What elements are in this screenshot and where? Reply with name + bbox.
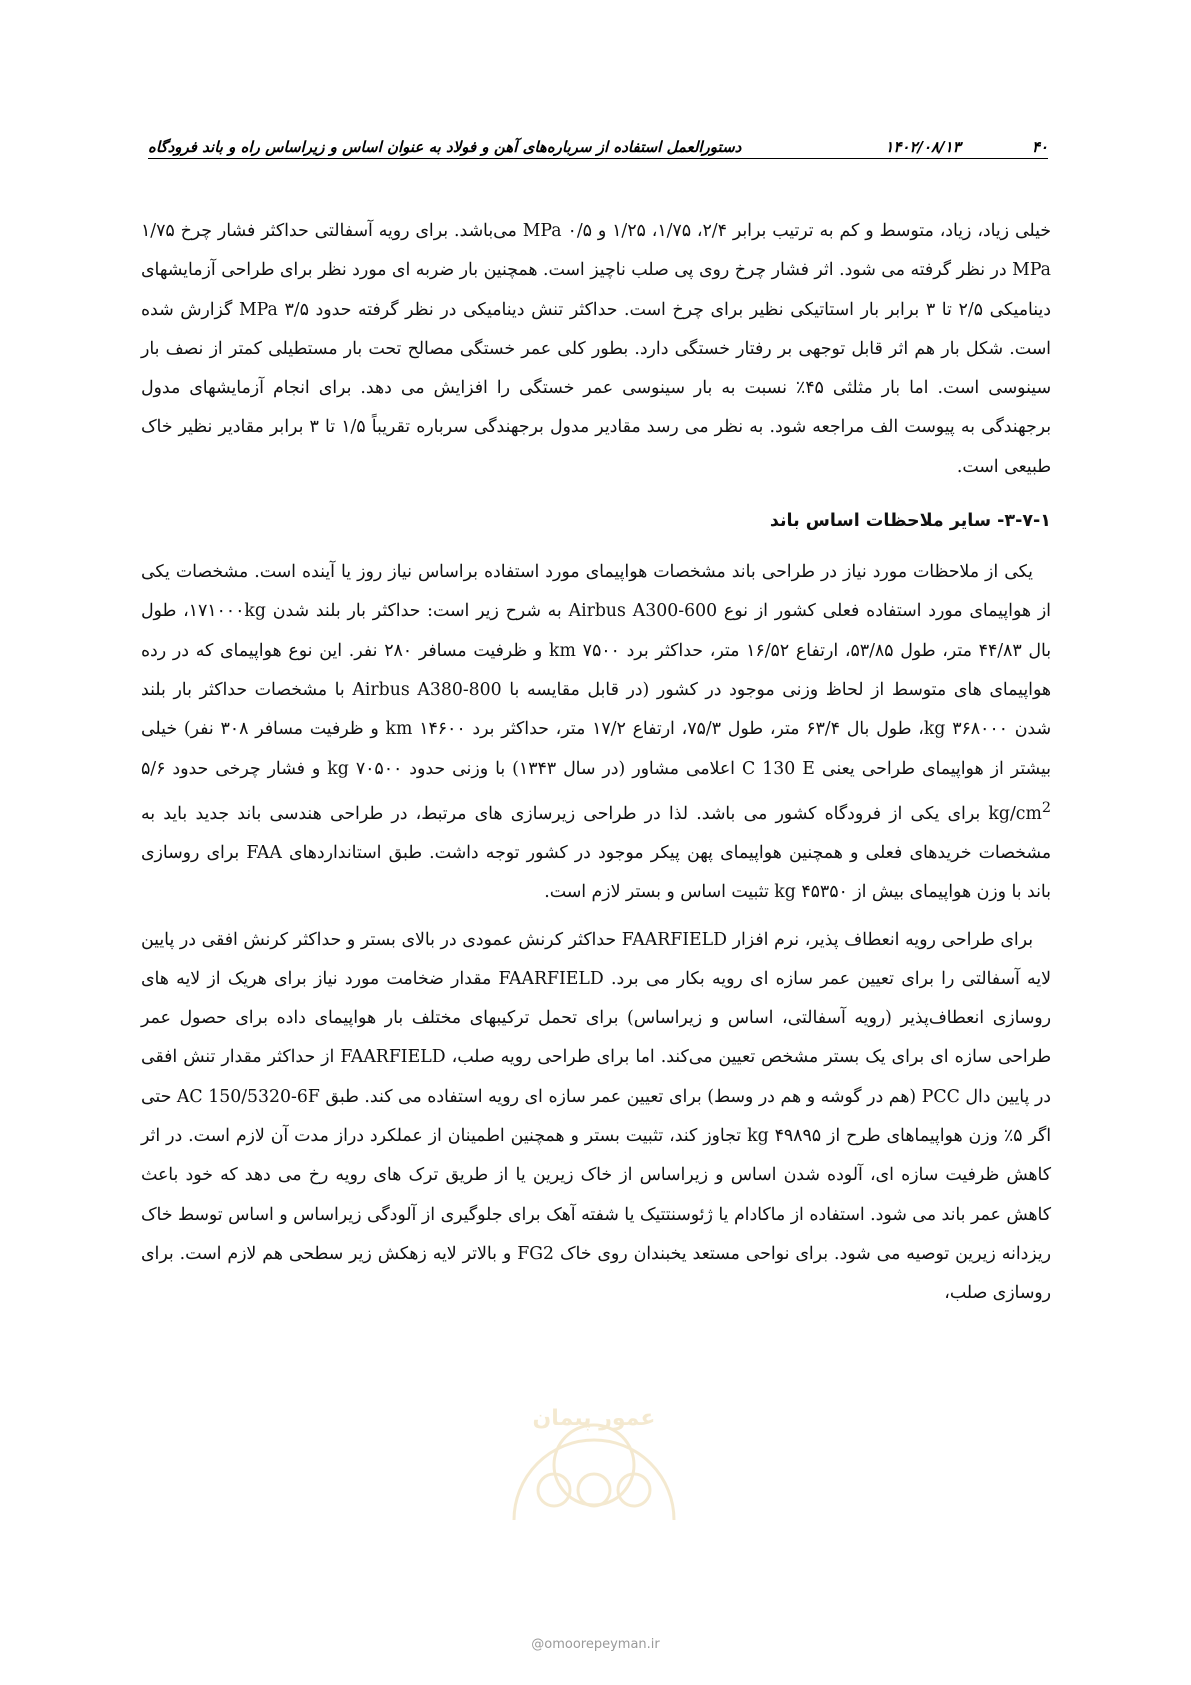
page-header (148, 128, 1048, 156)
watermark-logo (484, 1370, 704, 1540)
header-title: دستورالعمل استفاده از سرباره‌های آهن و فولاد به عنوان اساس و زیراساس راه و باند فرودگاه (148, 138, 742, 156)
header-date: ۱۴۰۲/۰۸/۱۳ (885, 138, 961, 156)
page-body (141, 212, 1051, 1313)
paragraph-2-part-a: یکی از ملاحظات مورد نیاز در طراحی باند مشخصات هواپیمای مورد استفاده براساس نیاز روز یا آینده است. مشخصات یکی از هواپیمای مورد استفاده فعلی کشور از نوع Airbus A300-600 به شرح زیر است: حداکثر بار بلند شدن ۱۷۱۰۰۰kg، طول بال ۴۴/۸۳ متر، طول ۵۳/۸۵، ارتفاع ۱۶/۵۲ متر، حداکثر برد ۷۵۰۰ km و ظرفیت مسافر ۲۸۰ نفر. این نوع هواپیمای که در رده هواپیمای های متوسط از لحاظ وزنی موجود در کشور (در قابل مقایسه با Airbus A380-800 با مشخصات حداکثر بار بلند شدن ۳۶۸۰۰۰ kg، طول بال ۶۳/۴ متر، طول ۷۵/۳، ارتفاع ۱۷/۲ متر، حداکثر برد ۱۴۶۰۰ km و ظرفیت مسافر ۳۰۸ نفر) خیلی بیشتر از هواپیمای طراحی یعنی C 130 E اعلامی مشاور (در سال ۱۳۴۳) با وزنی حدود ۷۰۵۰۰ kg و فشار چرخی حدود ۵/۶ kg/cm (141, 562, 1052, 824)
paragraph-2 (141, 553, 1051, 912)
watermark-right-badge (618, 1474, 650, 1506)
watermark-site: @omoorepeyman.ir (531, 1637, 660, 1652)
page-number: ۴۰ (1031, 138, 1048, 156)
superscript-2: 2 (1041, 799, 1051, 816)
watermark-logo-text: عمور پیمان (532, 1406, 656, 1431)
paragraph-3: برای طراحی رویه انعطاف پذیر، نرم افزار FAARFIELD حداکثر کرنش عمودی در بالای بستر و حداکثر کرنش افقی در پایین لایه آسفالتی را برای تعیین عمر سازه ای رویه بکار می برد. FAARFIELD مقدار ضخامت مورد نیاز برای هریک از لایه های روسازی انعطاف‌پذیر (رویه آسفالتی، اساس و زیراساس) برای تحمل ترکیبهای مختلف بار هواپیمای داده برای حصول عمر طراحی سازه ای برای یک بستر مشخص تعیین می‌کند. اما برای طراحی رویه صلب، FAARFIELD از حداکثر مقدار تنش افقی در پایین دال PCC (هم در گوشه و هم در وسط) برای تعیین عمر سازه ای رویه استفاده می کند. طبق AC 150/5320-6F حتی اگر ۵٪ وزن هواپیماهای طرح از ۴۹۸۹۵ kg تجاوز کند، تثبیت بستر و همچنین اطمینان از عملکرد دراز مدت آن لازم است. در اثر کاهش ظرفیت سازه ای، آلوده شدن اساس و زیراساس از خاک زیرین یا از طریق ترک های رویه رخ می دهد که خود باعث کاهش عمر باند می شود. استفاده از ماکادام یا ژئوسنتتیک یا شفته آهک برای جلوگیری از آلودگی زیراساس و اساس توسط خاک ریزدانه زیرین توصیه می شود. برای نواحی مستعد یخبندان روی خاک FG2 و بالاتر لایه زهکش زیر سطحی هم لازم است. برای روسازی صلب، (141, 929, 1052, 1304)
header-divider (148, 158, 1048, 159)
paragraph-1: خیلی زیاد، زیاد، متوسط و کم به ترتیب برابر ۲/۴، ۱/۷۵، ۱/۲۵ و ۰/۵ MPa می‌باشد. برای رویه آسفالتی حداکثر فشار چرخ ۱/۷۵ MPa در نظر گرفته می شود. اثر فشار چرخ روی پی صلب ناچیز است. همچنین بار ضربه ای مورد نظر برای طراحی آزمایشهای دینامیکی ۲/۵ تا ۳ برابر بار استاتیکی نظیر برای چرخ است. حداکثر تنش دینامیکی در نظر گرفته حدود ۳/۵ MPa گزارش شده است. شکل بار هم اثر قابل توجهی بر رفتار خستگی دارد. بطور کلی عمر خستگی مصالح تحت بار مستطیلی کمتر از نصف بار سینوسی است. اما بار مثلثی ۴۵٪ نسبت به بار سینوسی عمر خستگی را افزایش می دهد. برای انجام آزمایشهای مدول برجهندگی به پیوست الف مراجعه شود. به نظر می رسد مقادیر مدول برجهندگی سرباره تقریباً ۱/۵ تا ۳ برابر مقادیر نظیر خاک طبیعی است. (141, 221, 1052, 477)
paragraph-2-part-b: برای یکی از فرودگاه کشور می باشد. لذا در طراحی زیرسازی های مرتبط، در طراحی هندسی باند جدید باید به مشخصات خریدهای فعلی و همچنین هواپیمای پهن پیکر موجود در کشور توجه داشت. طبق استانداردهای FAA برای روسازی باند با وزن هواپیمای بیش از ۴۵۳۵۰ kg تثبیت اساس و بستر لازم است. (141, 803, 1052, 903)
watermark-arc (514, 1440, 674, 1520)
watermark-gear (554, 1425, 634, 1505)
watermark-left-badge (538, 1474, 570, 1506)
watermark-center-badge (578, 1474, 610, 1506)
section-heading: ۳-۷-۱- سایر ملاحظات اساس باند (769, 511, 1051, 532)
